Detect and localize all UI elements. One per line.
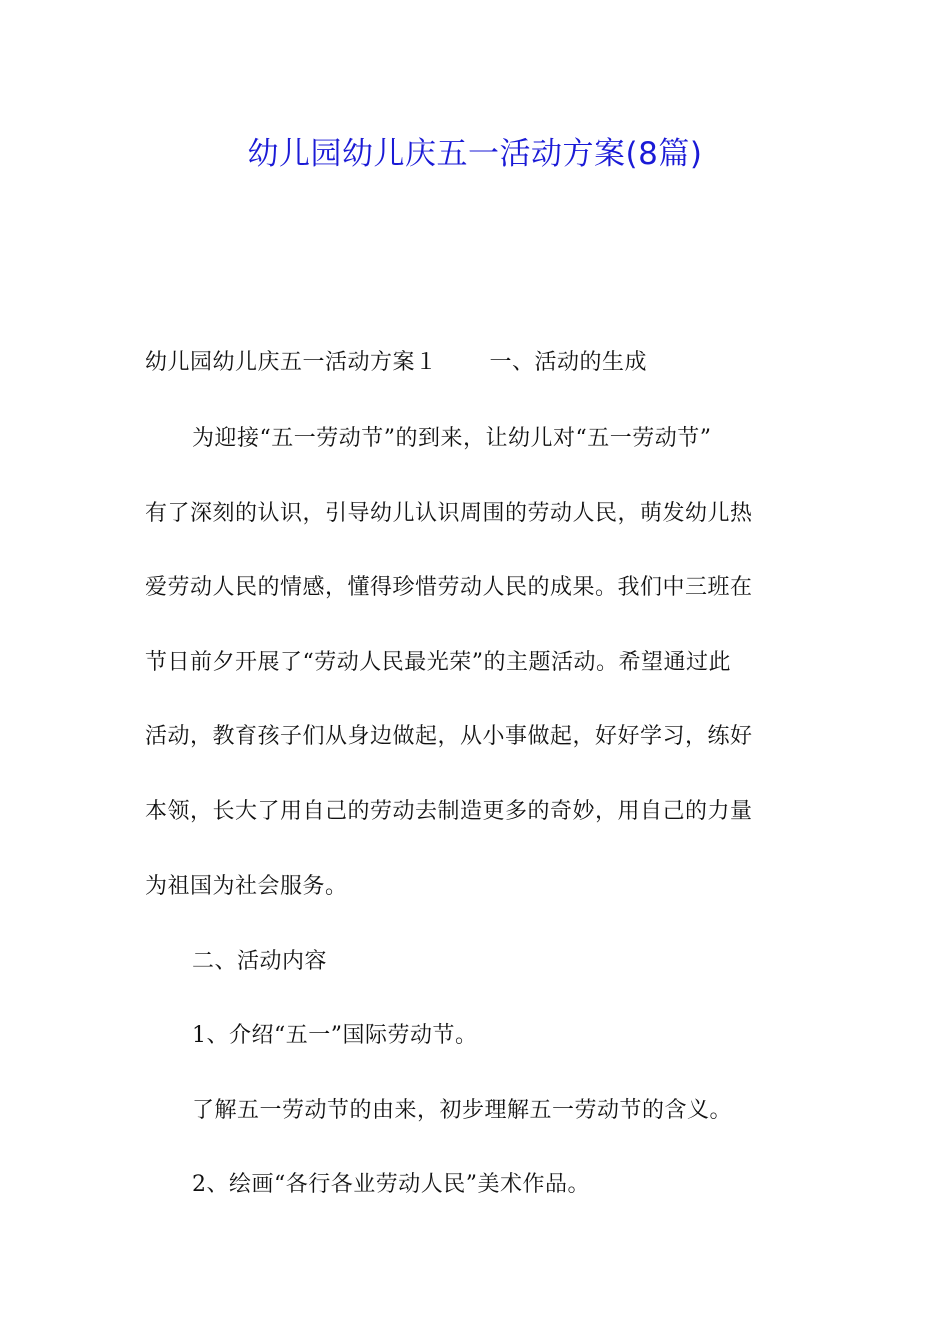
paragraph-line: 为祖国为社会服务。 [145, 874, 348, 899]
paragraph-line: 爱劳动人民的情感，懂得珍惜劳动人民的成果。我们中三班在 [145, 575, 753, 600]
paragraph-line: 本领，长大了用自己的劳动去制造更多的奇妙，用自己的力量 [145, 799, 753, 824]
document-title: 幼儿园幼儿庆五一活动方案(8篇) [247, 136, 703, 172]
paragraph-line: 节日前夕开展了“劳动人民最光荣”的主题活动。希望通过此 [145, 650, 731, 675]
list-item-description: 了解五一劳动节的由来，初步理解五一劳动节的含义。 [192, 1098, 733, 1123]
heading-line [145, 345, 647, 376]
section-title: 幼儿园幼儿庆五一活动方案１ [145, 350, 438, 375]
list-item: 1、介绍“五一”国际劳动节。 [192, 1023, 478, 1048]
subsection-title: 一、活动的生成 [489, 350, 648, 375]
paragraph-line: 活动，教育孩子们从身边做起，从小事做起，好好学习，练好 [145, 724, 753, 749]
paragraph-line: 有了深刻的认识，引导幼儿认识周围的劳动人民，萌发幼儿热 [145, 501, 753, 526]
paragraph-line: 为迎接“五一劳动节”的到来，让幼儿对“五一劳动节” [192, 426, 712, 451]
list-item: 2、绘画“各行各业劳动人民”美术作品。 [192, 1172, 590, 1197]
section-heading: 二、活动内容 [192, 949, 328, 974]
